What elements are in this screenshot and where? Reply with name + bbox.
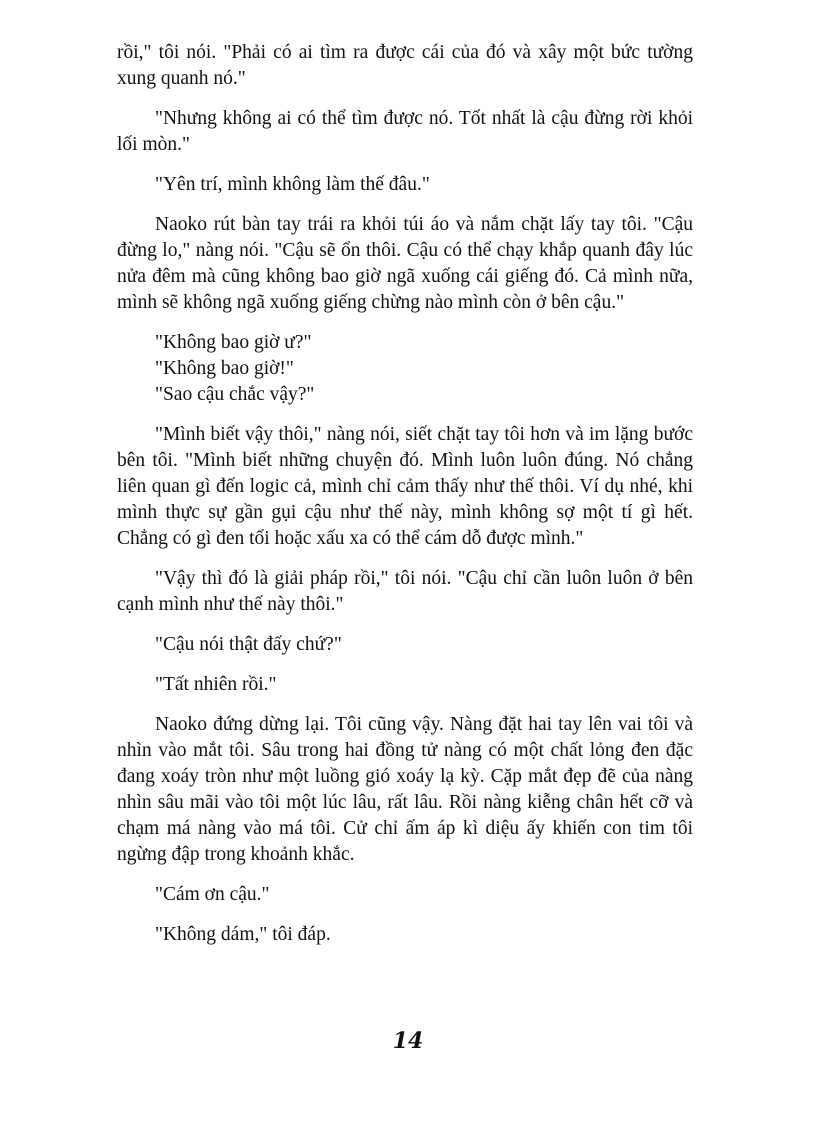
paragraph-5: "Không bao giờ ư?" bbox=[155, 332, 312, 353]
paragraph-11: "Tất nhiên rồi." bbox=[155, 674, 277, 695]
paragraph-12: Naoko đứng dừng lại. Tôi cũng vậy. Nàng đặt hai tay lên vai tôi và nhìn vào mắt tôi. Sâu trong hai đồng tử nàng có một chất lỏng đen đặc đang xoáy tròn như một luồng gió xoáy lạ kỳ. Cặp mắt đẹp đẽ của nàng nhìn sâu mãi vào tôi một lúc lâu, rất lâu. Rồi nàng kiễng chân hết cỡ và chạm má nàng vào má tôi. Cử chỉ ấm áp kì diệu ấy khiến con tim tôi ngừng đập trong khoảnh khắc. bbox=[117, 714, 693, 865]
paragraph-4: Naoko rút bàn tay trái ra khỏi túi áo và nắm chặt lấy tay tôi. "Cậu đừng lo," nàng nói. "Cậu sẽ ổn thôi. Cậu có thể chạy khắp quanh đây lúc nửa đêm mà cũng không bao giờ ngã xuống cái giếng đó. Cả mình nữa, mình sẽ không ngã xuống giếng chừng nào mình còn ở bên cậu." bbox=[117, 214, 693, 313]
page-body bbox=[117, 40, 693, 962]
paragraph-14: "Không dám," tôi đáp. bbox=[155, 924, 331, 945]
paragraph-10: "Cậu nói thật đấy chứ?" bbox=[155, 634, 342, 655]
paragraph-8: "Mình biết vậy thôi," nàng nói, siết chặt tay tôi hơn và im lặng bước bên tôi. "Mình biết những chuyện đó. Mình luôn luôn đúng. Nó chẳng liên quan gì đến logic cả, mình chỉ cảm thấy như thế thôi. Ví dụ nhé, khi mình thực sự gần gụi cậu như thế này, mình không sợ một tí gì hết. Chẳng có gì đen tối hoặc xấu xa có thể cám dỗ được mình." bbox=[117, 424, 693, 549]
paragraph-3: "Yên trí, mình không làm thế đâu." bbox=[155, 174, 430, 195]
paragraph-7: "Sao cậu chắc vậy?" bbox=[155, 384, 315, 405]
paragraph-2: "Nhưng không ai có thể tìm được nó. Tốt nhất là cậu đừng rời khỏi lối mòn." bbox=[117, 108, 693, 155]
page-number: 14 bbox=[392, 1028, 424, 1054]
paragraph-13: "Cám ơn cậu." bbox=[155, 884, 270, 905]
paragraph-9: "Vậy thì đó là giải pháp rồi," tôi nói. "Cậu chỉ cần luôn luôn ở bên cạnh mình như thế này thôi." bbox=[117, 568, 693, 615]
paragraph-1: rồi," tôi nói. "Phải có ai tìm ra được cái của đó và xây một bức tường xung quanh nó." bbox=[117, 42, 693, 89]
paragraph-6: "Không bao giờ!" bbox=[155, 358, 294, 379]
